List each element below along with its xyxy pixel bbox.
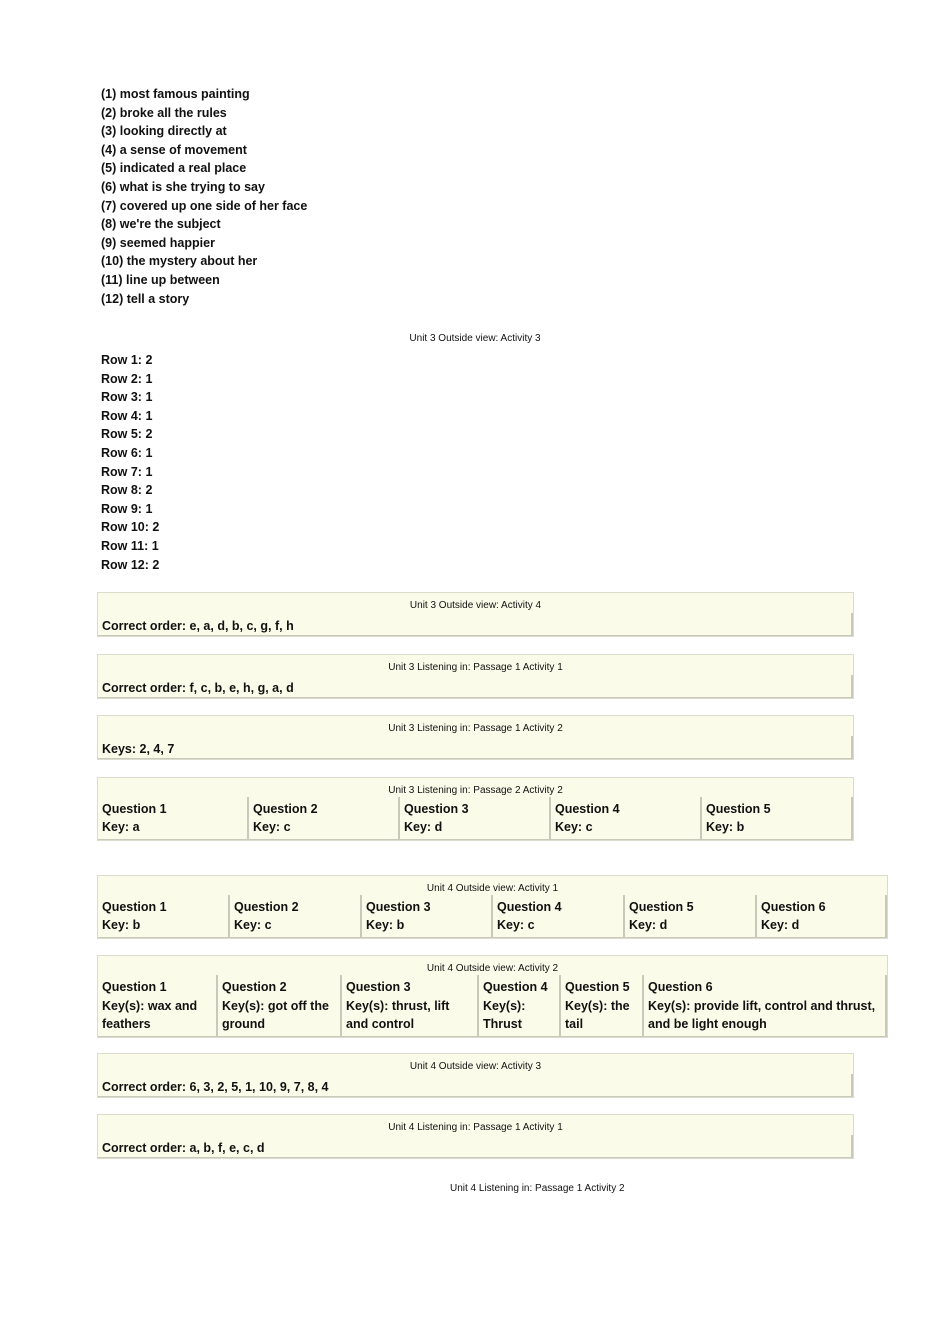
list-item: Row 10: 2 (101, 520, 160, 535)
table-cell (342, 975, 479, 1036)
section-caption: Unit 4 Outside view: Activity 1 (426, 883, 559, 894)
table-cell (479, 975, 561, 1036)
key-value: Key: d (404, 820, 443, 835)
list-item: Row 3: 1 (101, 390, 153, 405)
list-item: Row 8: 2 (101, 483, 153, 498)
question-label: Question 1 (102, 980, 167, 995)
table-cell (757, 895, 887, 937)
key-value: Key: b (366, 918, 405, 933)
section-caption: Unit 3 Outside view: Activity 4 (409, 600, 542, 611)
section-caption: Unit 4 Outside view: Activity 3 (409, 1061, 542, 1072)
list-item: (2) broke all the rules (101, 105, 227, 120)
answer-text: Keys: 2, 4, 7 (102, 742, 175, 756)
table-cell (362, 895, 493, 937)
key-value: Key(s): Thrust (483, 998, 526, 1032)
list-item: Row 7: 1 (101, 464, 153, 479)
list-item: (8) we're the subject (101, 217, 221, 232)
key-value: Key(s): provide lift, control and thrust, and be light enough (648, 998, 876, 1032)
question-label: Question 1 (102, 801, 167, 816)
key-value: Key: c (497, 918, 535, 933)
section-caption: Unit 4 Listening in: Passage 1 Activity 2 (450, 1183, 625, 1194)
answer-box (97, 592, 854, 637)
question-label: Question 3 (366, 899, 431, 914)
key-value: Key: c (555, 820, 593, 835)
list-item: (1) most famous painting (101, 87, 250, 101)
answer-text: Correct order: 6, 3, 2, 5, 1, 10, 9, 7, 8, 4 (102, 1080, 329, 1094)
table-cell (249, 797, 400, 839)
list-item: Row 2: 1 (101, 371, 153, 386)
list-item: Row 4: 1 (101, 408, 153, 423)
key-value: Key(s): got off the ground (222, 998, 329, 1032)
list-item: Row 5: 2 (101, 427, 153, 442)
list-item: (12) tell a story (101, 291, 190, 306)
section-caption: Unit 3 Listening in: Passage 2 Activity 2 (388, 785, 563, 796)
list-item: Row 6: 1 (101, 446, 153, 460)
table-cell (561, 975, 644, 1036)
answer-box (97, 715, 854, 760)
table-cell (400, 797, 551, 839)
question-label: Question 4 (483, 980, 548, 995)
question-label: Question 4 (555, 801, 620, 816)
list-item: Row 11: 1 (101, 539, 159, 553)
question-label: Question 4 (497, 899, 562, 914)
table-cell (98, 975, 218, 1036)
list-item: Row 1: 2 (101, 353, 153, 367)
key-value: Key: a (102, 820, 140, 835)
table-cell (644, 975, 887, 1036)
answer-table (97, 875, 888, 939)
question-label: Question 2 (234, 899, 299, 914)
list-item: (5) indicated a real place (101, 161, 247, 176)
question-label: Question 6 (761, 899, 826, 914)
table-cell (493, 895, 625, 937)
question-label: Question 5 (629, 899, 694, 914)
table-cell (625, 895, 757, 937)
table-cell (218, 975, 342, 1036)
list-item: (9) seemed happier (101, 235, 215, 250)
section-caption: Unit 4 Listening in: Passage 1 Activity 1 (388, 1122, 563, 1133)
key-value: Key: c (253, 820, 291, 835)
question-label: Question 2 (222, 980, 287, 995)
question-label: Question 3 (404, 801, 469, 816)
table-cell (98, 895, 230, 937)
question-label: Question 5 (565, 980, 630, 995)
table-cell (702, 797, 853, 839)
section-caption: Unit 4 Outside view: Activity 2 (426, 963, 559, 974)
answer-text: Correct order: a, b, f, e, c, d (102, 1141, 265, 1155)
table-cell (551, 797, 702, 839)
section-caption: Unit 3 Outside view: Activity 3 (409, 333, 541, 344)
list-item: (10) the mystery about her (101, 254, 258, 269)
key-value: Key: b (706, 820, 745, 835)
key-value: Key(s): the tail (565, 998, 630, 1032)
list-item: (11) line up between (101, 273, 220, 287)
key-value: Key(s): thrust, lift and control (346, 998, 450, 1032)
list-item: (6) what is she trying to say (101, 180, 265, 194)
list-item: Row 12: 2 (101, 557, 160, 572)
key-value: Key: d (761, 918, 800, 933)
list-item: (4) a sense of movement (101, 142, 247, 157)
table-cell (98, 797, 249, 839)
list-item: (7) covered up one side of her face (101, 198, 308, 213)
answer-box (97, 654, 854, 699)
list-item: (3) looking directly at (101, 124, 227, 139)
answer-text: Correct order: f, c, b, e, h, g, a, d (102, 681, 294, 695)
answer-text: Correct order: e, a, d, b, c, g, f, h (102, 619, 294, 633)
section-caption: Unit 3 Listening in: Passage 1 Activity 1 (388, 662, 563, 673)
key-value: Key(s): wax and feathers (102, 998, 198, 1032)
list-item: Row 9: 1 (101, 501, 153, 516)
key-value: Key: b (102, 918, 141, 933)
table-cell (230, 895, 362, 937)
section-caption: Unit 3 Listening in: Passage 1 Activity 2 (388, 723, 563, 734)
question-label: Question 2 (253, 801, 318, 816)
answer-box (97, 1114, 854, 1159)
question-label: Question 3 (346, 980, 411, 995)
answer-table (97, 777, 854, 841)
key-value: Key: d (629, 918, 668, 933)
key-value: Key: c (234, 918, 272, 933)
answer-box (97, 1053, 854, 1098)
answer-table (97, 955, 888, 1038)
question-label: Question 1 (102, 899, 167, 914)
question-label: Question 6 (648, 980, 713, 995)
question-label: Question 5 (706, 801, 771, 816)
